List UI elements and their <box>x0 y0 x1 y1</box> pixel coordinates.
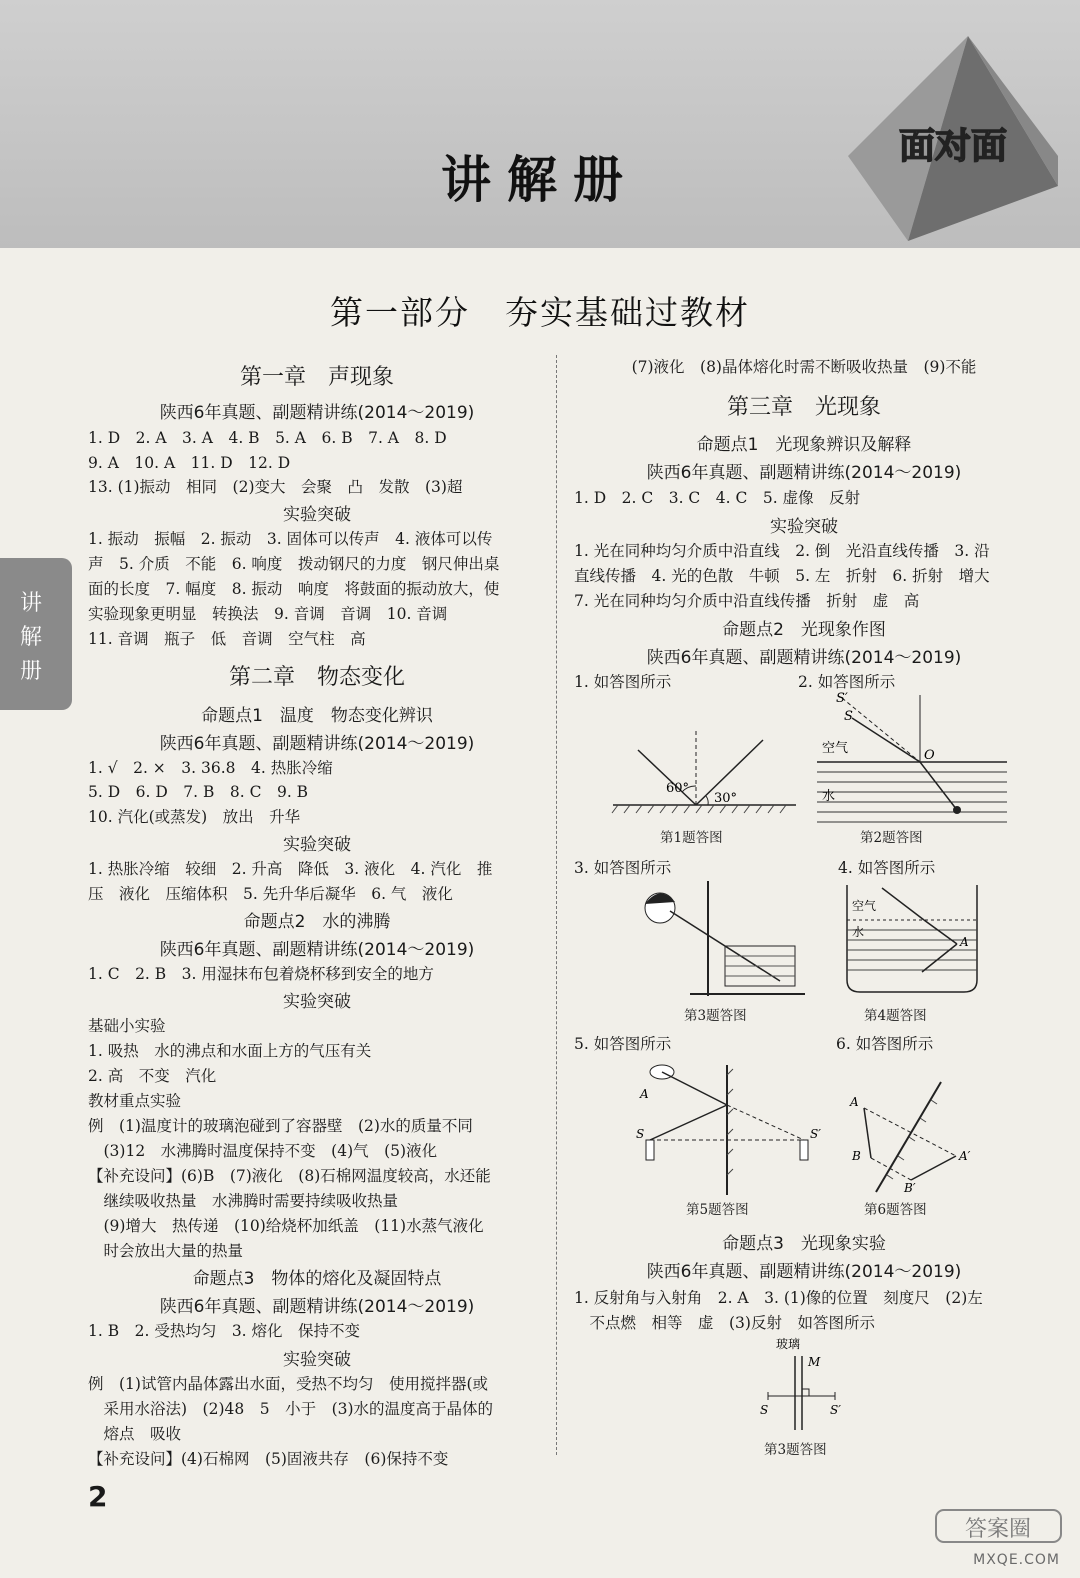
answer-line: 例 (1)温度计的玻璃泡碰到了容器壁 (2)水的质量不同 <box>88 1117 473 1135</box>
watermark-stamp: 答案圈 <box>964 1517 1032 1542</box>
section-heading: 实验突破 <box>283 992 351 1012</box>
answer-line: 例 (1)试管内晶体露出水面，受热不均匀 使用搅拌器(或 <box>88 1375 489 1393</box>
a-prime-label: A′ <box>959 1149 971 1163</box>
figure-3-caption: 第3题答图 <box>684 1008 747 1024</box>
answer-line: 采用水浴法) (2)48 5 小于 (3)水的温度高于晶体的 <box>88 1400 494 1418</box>
figure-3 <box>630 876 820 1001</box>
section-heading: 实验突破 <box>283 505 351 525</box>
figure-5 <box>632 1060 832 1200</box>
glass-label: 玻璃 <box>776 1337 801 1351</box>
section-heading: 陕西6年真题、副题精讲练(2014～2019) <box>646 648 962 668</box>
m-label: M <box>808 1355 821 1369</box>
answer-line: 1. 热胀冷缩 较细 2. 升高 降低 3. 液化 4. 汽化 推 <box>88 860 493 878</box>
answer-line: 面的长度 7. 幅度 8. 振动 响度 将鼓面的振动放大，使 <box>88 580 500 598</box>
s-label: S <box>760 1403 769 1417</box>
s-label: S <box>844 709 853 724</box>
section-heading: 陕西6年真题、副题精讲练(2014～2019) <box>646 463 962 483</box>
section-heading: 陕西6年真题、副题精讲练(2014～2019) <box>646 1262 962 1282</box>
answer-line: 1. 如答图所示 <box>574 673 672 691</box>
a-label: A <box>640 1087 649 1101</box>
answer-line: 【补充设问】(4)石棉网 (5)固液共存 (6)保持不变 <box>88 1450 449 1468</box>
answer-line: 11. 音调 瓶子 低 音调 空气柱 高 <box>88 630 366 648</box>
b-prime-label: B′ <box>904 1181 916 1195</box>
answer-line: 9. A 10. A 11. D 12. D <box>88 454 291 472</box>
section-heading: 命题点1 光现象辨识及解释 <box>696 435 912 455</box>
section-heading: 第二章 物态变化 <box>228 665 405 690</box>
section-heading: 教材重点实验 <box>88 1092 182 1110</box>
answer-line: 2. 高 不变 汽化 <box>88 1067 217 1085</box>
water-label: 水 <box>852 925 865 939</box>
answer-line: 1. C 2. B 3. 用湿抹布包着烧杯移到安全的地方 <box>88 965 434 983</box>
answer-line: 【补充设问】(6)B (7)液化 (8)石棉网温度较高，水还能 <box>88 1167 491 1185</box>
s-prime-label: S′ <box>830 1403 841 1417</box>
section-heading: 命题点3 光现象实验 <box>722 1234 886 1254</box>
air-label: 空气 <box>852 899 877 913</box>
section-heading: 陕西6年真题、副题精讲练(2014～2019) <box>159 403 475 423</box>
answer-line: 6. 如答图所示 <box>836 1035 934 1053</box>
air-label: 空气 <box>822 741 849 756</box>
figure-7 <box>750 1334 860 1432</box>
side-tab-char: 册 <box>19 659 42 684</box>
answer-line: 1. 振动 振幅 2. 振动 3. 固体可以传声 4. 液体可以传 <box>88 530 493 548</box>
answer-line: 1. 反射角与入射角 2. A 3. (1)像的位置 刻度尺 (2)左 <box>574 1289 983 1307</box>
figure-2 <box>812 690 1012 825</box>
answer-line: 3. 如答图所示 <box>574 859 672 877</box>
s-label: S <box>636 1127 645 1141</box>
section-heading: 第三章 光现象 <box>726 395 881 420</box>
figure-1-caption: 第1题答图 <box>660 830 723 846</box>
watermark-text: MXQE.COM <box>973 1552 1060 1568</box>
section-heading: 陕西6年真题、副题精讲练(2014～2019) <box>159 734 475 754</box>
answer-line: (9)增大 热传递 (10)给烧杯加纸盖 (11)水蒸气液化 <box>88 1217 484 1235</box>
section-heading: 命题点1 温度 物态变化辨识 <box>201 706 433 726</box>
answer-line: 直线传播 4. 光的色散 牛顿 5. 左 折射 6. 折射 增大 <box>574 567 990 585</box>
section-heading: 实验突破 <box>770 517 838 537</box>
answer-line: 4. 如答图所示 <box>838 859 936 877</box>
figure-7-caption: 第3题答图 <box>764 1442 827 1458</box>
figure-4-caption: 第4题答图 <box>864 1008 927 1024</box>
answer-line: 10. 汽化(或蒸发) 放出 升华 <box>88 808 301 826</box>
section-heading: 命题点2 光现象作图 <box>722 620 886 640</box>
side-tab-char: 解 <box>19 625 42 650</box>
a-label: A <box>850 1095 859 1109</box>
answer-line: 1. B 2. 受热均匀 3. 熔化 保持不变 <box>88 1322 361 1340</box>
answer-line: 1. D 2. C 3. C 4. C 5. 虚像 反射 <box>574 489 861 507</box>
answer-line: 5. D 6. D 7. B 8. C 9. B <box>88 783 309 801</box>
section-heading: 基础小实验 <box>88 1017 166 1035</box>
logo-text: 面对面 <box>898 126 1008 167</box>
answer-line: 7. 光在同种均匀介质中沿直线传播 折射 虚 高 <box>574 592 920 610</box>
section-heading: 实验突破 <box>283 835 351 855</box>
answer-line: (3)12 水沸腾时温度保持不变 (4)气 (5)液化 <box>88 1142 438 1160</box>
answer-line: 时会放出大量的热量 <box>88 1242 244 1260</box>
angle-60-label: 60° <box>666 781 690 796</box>
figure-2-caption: 第2题答图 <box>860 830 923 846</box>
part-title: 第一部分 夯实基础过教材 <box>330 293 750 332</box>
answer-line: 压 液化 压缩体积 5. 先升华后凝华 6. 气 液化 <box>88 885 453 903</box>
section-heading: 陕西6年真题、副题精讲练(2014～2019) <box>159 940 475 960</box>
figure-6-caption: 第6题答图 <box>864 1202 927 1218</box>
pyramid-logo <box>848 36 1058 241</box>
answer-line: 实验现象更明显 转换法 9. 音调 音调 10. 音调 <box>88 605 448 623</box>
section-heading: 陕西6年真题、副题精讲练(2014～2019) <box>159 1297 475 1317</box>
section-heading: 命题点2 水的沸腾 <box>243 912 391 932</box>
answer-line: 1. 光在同种均匀介质中沿直线 2. 倒 光沿直线传播 3. 沿 <box>574 542 990 560</box>
answer-line: 继续吸收热量 水沸腾时需要持续吸收热量 <box>88 1192 399 1210</box>
page-number: 2 <box>88 1480 108 1513</box>
answer-line: 1. D 2. A 3. A 4. B 5. A 6. B 7. A 8. D <box>88 429 447 447</box>
answer-line: 声 5. 介质 不能 6. 响度 拨动钢尺的力度 钢尺伸出桌 <box>88 555 500 573</box>
figure-5-caption: 第5题答图 <box>686 1202 749 1218</box>
column-divider <box>556 355 557 1455</box>
side-tab-char: 讲 <box>19 591 42 616</box>
figure-6 <box>846 1080 1006 1195</box>
s-prime-label: S′ <box>836 691 848 706</box>
answer-line: (7)液化 (8)晶体熔化时需不断吸收热量 (9)不能 <box>631 358 977 376</box>
page-header <box>0 0 1080 248</box>
b-label: B <box>852 1149 861 1163</box>
figure-1 <box>608 710 800 825</box>
section-heading: 实验突破 <box>283 1350 351 1370</box>
answer-line: 熔点 吸收 <box>88 1425 182 1443</box>
answer-line: 5. 如答图所示 <box>574 1035 672 1053</box>
side-tab <box>0 558 72 710</box>
o-label: O <box>924 748 935 763</box>
water-label: 水 <box>822 789 836 804</box>
answer-line: 13. (1)振动 相同 (2)变大 会聚 凸 发散 (3)超 <box>88 478 463 496</box>
a-label: A <box>960 935 969 949</box>
section-heading: 命题点3 物体的熔化及凝固特点 <box>192 1269 442 1289</box>
answer-line: 不点燃 相等 虚 (3)反射 如答图所示 <box>574 1314 875 1332</box>
figure-4 <box>842 880 982 1000</box>
s-prime-label: S′ <box>810 1127 821 1141</box>
answer-line: 2. 如答图所示 <box>798 673 896 691</box>
answer-line: 1. 吸热 水的沸点和水面上方的气压有关 <box>88 1042 372 1060</box>
section-heading: 第一章 声现象 <box>239 365 394 390</box>
angle-30-label: 30° <box>714 791 738 806</box>
answer-line: 1. √ 2. × 3. 36.8 4. 热胀冷缩 <box>88 759 333 777</box>
header-title: 讲解册 <box>441 151 639 209</box>
